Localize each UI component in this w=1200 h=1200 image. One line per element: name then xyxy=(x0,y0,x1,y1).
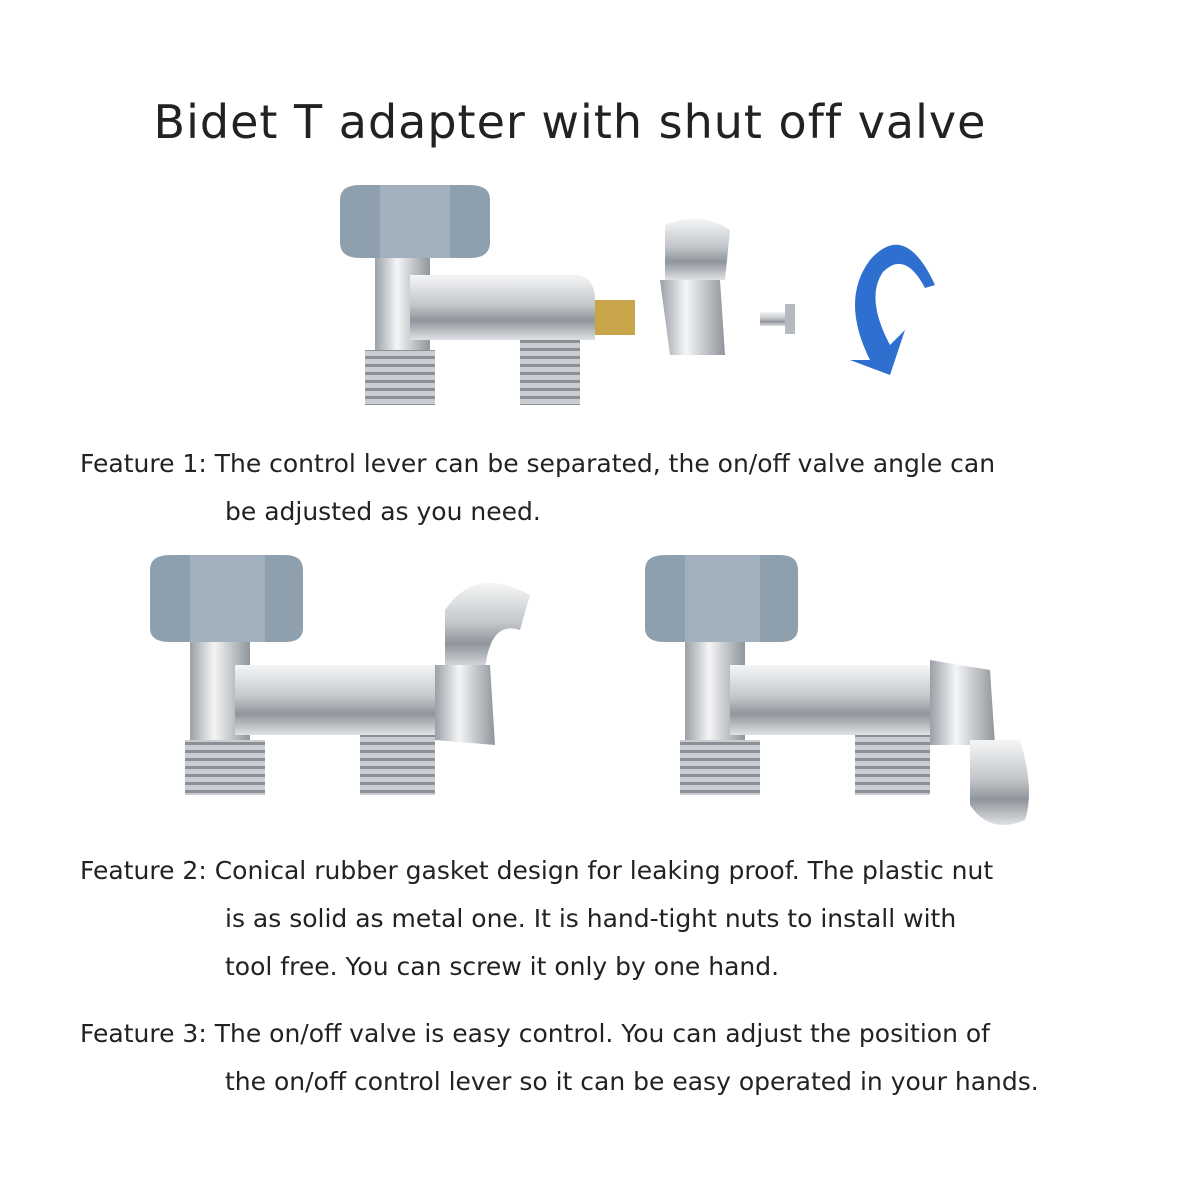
feature-2-line-3: tool free. You can screw it only by one hand. xyxy=(225,952,780,981)
feature-1-line-1: The control lever can be separated, the on/off valve angle can xyxy=(214,449,996,478)
screw-illustration xyxy=(760,304,795,334)
rotate-arrow-icon xyxy=(850,245,935,375)
feature-1-line-2: be adjusted as you need. xyxy=(225,497,541,526)
feature-3-label: Feature 3: xyxy=(80,1019,207,1048)
feature-2-label: Feature 2: xyxy=(80,856,207,885)
t-adapter-lever-up-illustration xyxy=(145,550,565,800)
feature-1 xyxy=(80,440,995,536)
feature-3-line-2: the on/off control lever so it can be easy operated in your hands. xyxy=(225,1067,1039,1096)
feature-3-line-1: The on/off valve is easy control. You can adjust the position of xyxy=(214,1019,990,1048)
t-adapter-lever-down-illustration xyxy=(640,550,1060,840)
feature-1-label: Feature 1: xyxy=(80,449,207,478)
feature-3 xyxy=(80,1010,1039,1106)
feature-2-line-2: is as solid as metal one. It is hand-tight nuts to install with xyxy=(225,904,957,933)
t-adapter-exploded-illustration xyxy=(330,180,950,410)
feature-2-line-1: Conical rubber gasket design for leaking proof. The plastic nut xyxy=(214,856,994,885)
feature-2 xyxy=(80,847,993,991)
lever-separated-illustration xyxy=(660,219,730,355)
page-title: Bidet T adapter with shut off valve xyxy=(153,95,987,149)
